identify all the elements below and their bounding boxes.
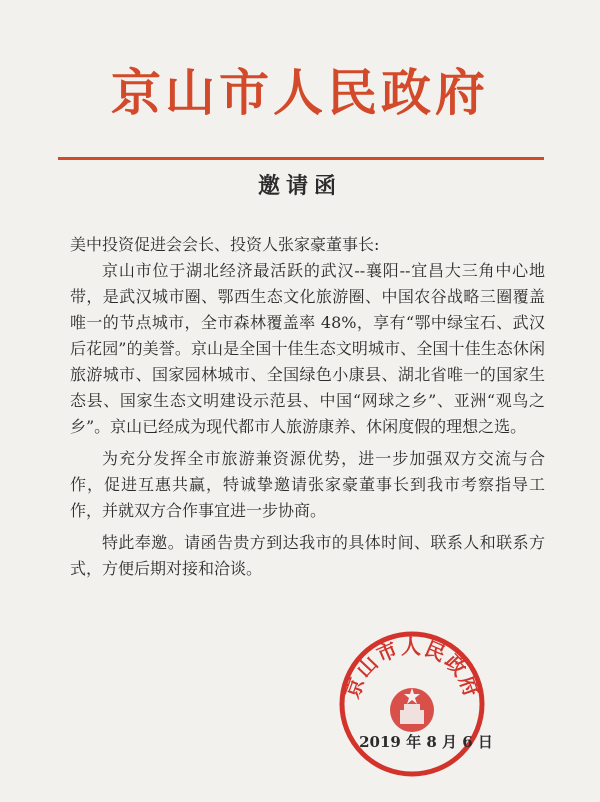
document-title: 邀请函: [257, 174, 342, 199]
letter-date: 2019 年 8 月 6 日: [359, 733, 493, 751]
paragraph-invitation: 为充分发挥全市旅游兼资源优势，进一步加强双方交流与合作，促进互惠共赢，特诚挚邀请张家豪董事长到我市考察指导工作，并就双方合作事宜进一步协商。: [70, 449, 545, 520]
national-emblem-icon: [390, 688, 434, 732]
seal-text: 京山市人民政府: [339, 634, 485, 702]
letter-body: [70, 232, 545, 582]
salutation: 美中投资促进会会长、投资人张家豪董事长:: [70, 235, 380, 254]
paragraph-closing: 特此奉邀。请函告贵方到达我市的具体时间、联系人和联系方式，方便后期对接和洽谈。: [70, 533, 545, 578]
paragraph-intro: 京山市位于湖北经济最活跃的武汉--襄阳--宜昌大三角中心地带，是武汉城市圈、鄂西生态文化旅游圈、中国农谷战略三圈覆盖唯一的节点城市，全市森林覆盖率 48%，享有“鄂中绿宝石、武汉后花园”的美誉。京山是全国十佳生态文明城市、全国十佳生态休闲旅游城市、国家园林城市、全国绿色小康县、湖北省唯一的国家生态县、国家生态文明建设示范县、中国“网球之乡”、亚洲“观鸟之乡”。京山已经成为现代都市人旅游康养、休闲度假的理想之选。: [70, 261, 545, 436]
issuer-header: 京山市人民政府: [111, 64, 489, 122]
header-divider: [58, 157, 544, 160]
official-seal-icon: [336, 628, 488, 780]
